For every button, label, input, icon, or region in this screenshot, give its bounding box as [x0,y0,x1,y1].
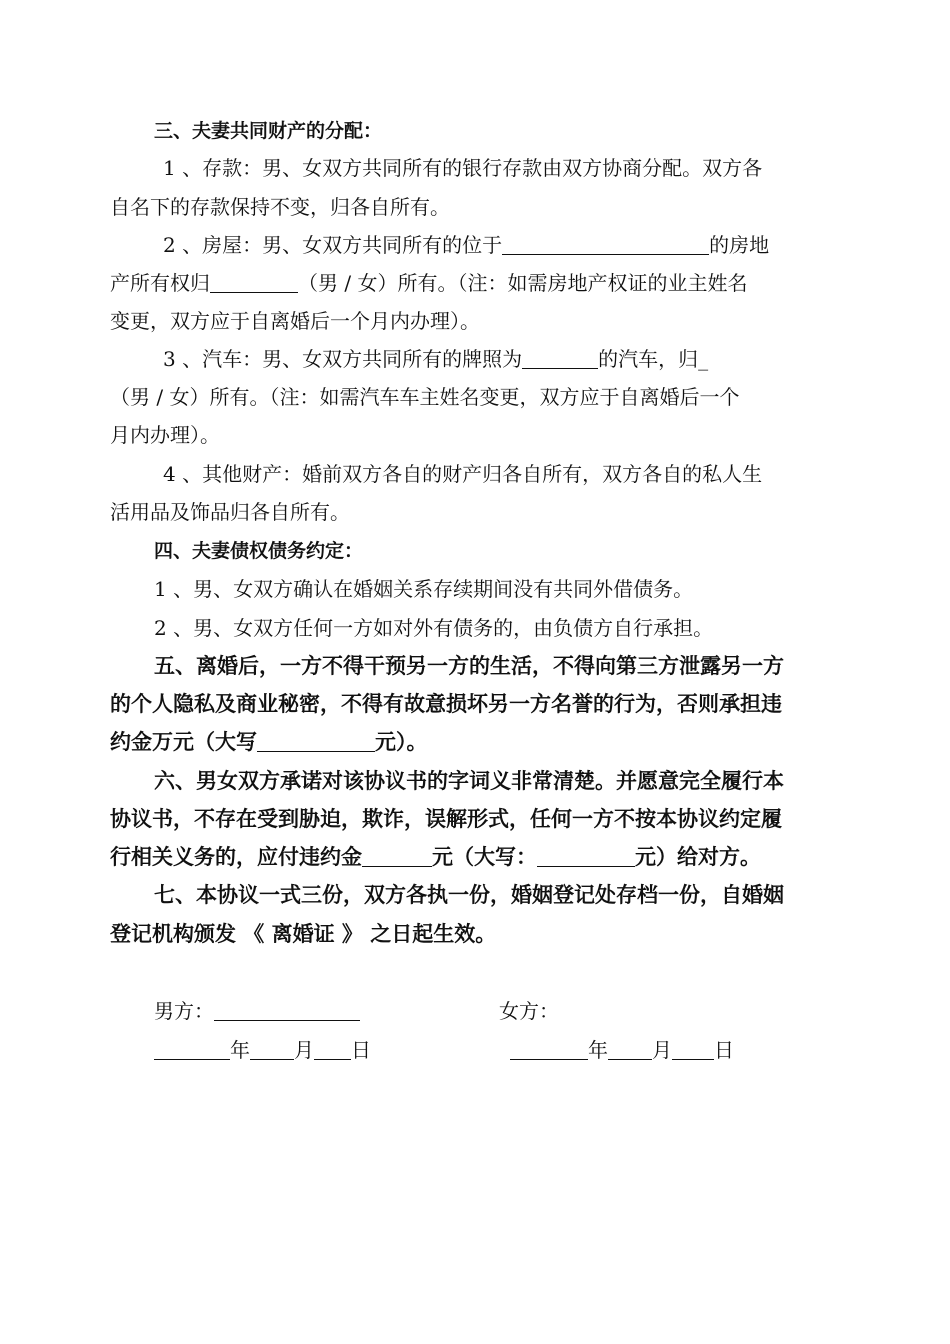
breach-fee-blank[interactable] [362,846,432,867]
male-date-line [154,1037,371,1063]
breach-fee-suffix: 元）给对方。 [635,844,761,869]
section3-item3-line1 [163,346,708,372]
house-owner-label: 产所有权归 [110,271,210,295]
male-month-blank[interactable] [250,1039,294,1060]
female-day-blank[interactable] [672,1039,714,1060]
female-month-blank[interactable] [608,1039,652,1060]
breach-fee-uppercase-blank[interactable] [537,846,635,867]
section3-heading: 三、夫妻共同财产的分配： [154,120,383,142]
car-plate-blank[interactable] [522,348,598,369]
section3-item1-line1: 1 、存款：男、女双方共同所有的银行存款由双方协商分配。双方各 [163,156,763,180]
male-label: 男方： [154,999,214,1023]
male-day-label: 日 [351,1038,371,1062]
section3-item2-line1 [163,232,769,258]
house-location-label: 2 、房屋：男、女双方共同所有的位于 [163,233,503,257]
house-location-suffix: 的房地 [709,233,770,257]
car-plate-suffix: 的汽车，归_ [598,347,709,371]
section5-line3 [110,729,428,755]
section3-item3-line2: （男 / 女）所有。（注：如需汽车车主姓名变更，双方应于自离婚后一个 [110,385,740,409]
section4-item2: 2 、男、女双方任何一方如对外有债务的，由负债方自行承担。 [154,616,714,640]
male-year-blank[interactable] [154,1039,230,1060]
house-owner-blank[interactable] [210,272,298,293]
female-year-label: 年 [588,1038,608,1062]
section3-item4-line2: 活用品及饰品归各自所有。 [110,500,350,524]
section7-line2: 登记机构颁发 《 离婚证 》 之日起生效。 [110,921,497,946]
section6-line3 [110,844,761,870]
male-signature-blank[interactable] [214,1000,360,1021]
female-month-label: 月 [652,1038,672,1062]
male-day-blank[interactable] [314,1039,351,1060]
penalty-amount-blank[interactable] [257,731,375,752]
female-year-blank[interactable] [510,1039,588,1060]
section6-line2: 协议书，不存在受到胁迫，欺诈，误解形式，任何一方不按本协议约定履 [110,806,782,831]
penalty-amount-label: 约金万元（大写 [110,729,257,754]
female-label: 女方： [499,999,559,1023]
section3-item3-line3: 月内办理）。 [110,423,220,447]
female-signature-line [499,998,559,1024]
section4-heading: 四、夫妻债权债务约定： [154,540,364,562]
section6-line1: 六、男女双方承诺对该协议书的字词义非常清楚。并愿意完全履行本 [154,768,784,793]
penalty-amount-suffix: 元）。 [375,729,428,754]
male-month-label: 月 [294,1038,314,1062]
breach-fee-label: 行相关义务的，应付违约金 [110,844,362,869]
section4-item1: 1 、男、女双方确认在婚姻关系存续期间没有共同外借债务。 [154,577,694,601]
house-location-blank[interactable] [502,234,709,255]
section5-line2: 的个人隐私及商业秘密，不得有故意损坏另一方名誉的行为，否则承担违 [110,691,782,716]
male-signature-line [154,998,360,1024]
male-year-label: 年 [230,1038,250,1062]
female-day-label: 日 [714,1038,734,1062]
female-date-line [510,1037,734,1063]
car-plate-label: 3 、汽车：男、女双方共同所有的牌照为 [163,347,523,371]
section3-item1-line2: 自名下的存款保持不变，归各自所有。 [110,195,450,219]
section5-line1: 五、离婚后，一方不得干预另一方的生活，不得向第三方泄露另一方 [154,653,784,678]
section3-item4-line1: 4 、其他财产：婚前双方各自的财产归各自所有，双方各自的私人生 [163,462,763,486]
section3-item2-line3: 变更，双方应于自离婚后一个月内办理）。 [110,309,480,333]
house-owner-note: （男 / 女）所有。（注：如需房地产权证的业主姓名 [298,271,748,295]
section3-item2-line2 [110,270,747,296]
breach-fee-uppercase-label: 元（大写： [432,844,537,869]
section7-line1: 七、本协议一式三份，双方各执一份，婚姻登记处存档一份，自婚姻 [154,882,784,907]
